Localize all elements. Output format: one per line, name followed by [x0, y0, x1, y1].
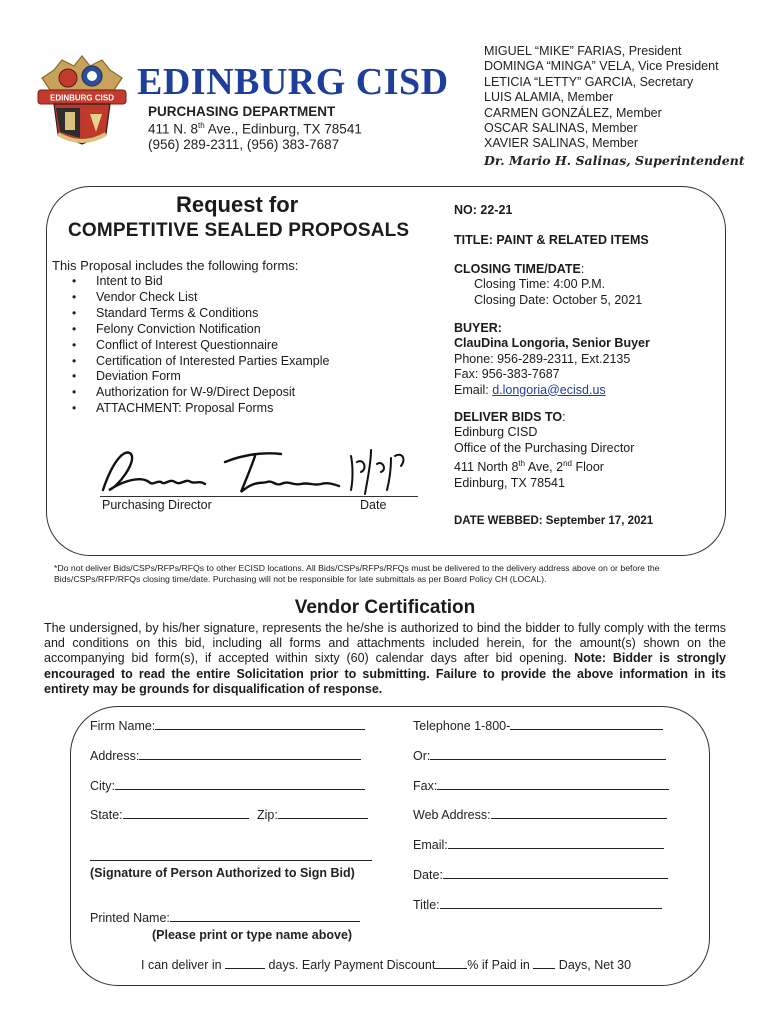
- board-member: LETICIA “LETTY” GARCIA, Secretary: [484, 74, 694, 89]
- telephone-field[interactable]: [413, 719, 663, 733]
- address-sup: th: [198, 121, 205, 130]
- date-webbed: DATE WEBBED: September 17, 2021: [454, 515, 654, 527]
- fax-label: Fax:: [413, 779, 438, 793]
- date-label: Date: [360, 498, 387, 512]
- delivery-notice: *Do not deliver Bids/CSPs/RFPs/RFQs to other ECISD locations. All Bids/CSPs/RFPs/RFQs must be delivered to the delivery address above on or before the Bids/CSPs/RFP/RFQs closing time/date. Purchasing will not be responsible for late submittals as per Board Policy CH (LOCAL).: [54, 563, 660, 585]
- deliver-city: Edinburg, TX 78541: [454, 475, 565, 490]
- delivery-terms: [141, 958, 631, 972]
- or-field[interactable]: [413, 749, 666, 763]
- form-item: • Conflict of Interest Questionnaire: [72, 338, 329, 354]
- board-member: LUIS ALAMIA, Member: [484, 90, 614, 105]
- firm-name-field[interactable]: [90, 719, 365, 733]
- address-part: Ave., Edinburg, TX 78541: [204, 121, 362, 137]
- signer-title: Purchasing Director: [102, 498, 212, 512]
- web-address-label: Web Address:: [413, 808, 491, 822]
- fax-field[interactable]: [413, 779, 669, 793]
- paid-days-blank[interactable]: [533, 958, 555, 969]
- department-phones: (956) 289-2311, (956) 383-7687: [148, 137, 340, 152]
- deliver-block: DELIVER BIDS TO: Edinburg CISD Office of the Purchasing Director 411 North 8th Ave, 2nd Floor Edinburg, TX 78541: [454, 410, 635, 490]
- department-name: PURCHASING DEPARTMENT: [148, 104, 336, 119]
- bid-number-label: NO:: [454, 203, 477, 217]
- web-address-field[interactable]: [413, 808, 667, 822]
- request-title: Request for: [176, 192, 299, 217]
- printed-name-label: Printed Name:: [90, 911, 170, 925]
- form-item: • Felony Conviction Notification: [72, 322, 329, 338]
- delivery-terms-text: days. Early Payment Discount: [265, 958, 436, 972]
- form-item: • Deviation Form: [72, 369, 329, 385]
- form-item: • ATTACHMENT: Proposal Forms: [72, 401, 329, 417]
- bid-number: [454, 203, 512, 218]
- deliver-address: [454, 456, 634, 476]
- board-member: XAVIER SALINAS, Member: [484, 136, 638, 151]
- city-label: City:: [90, 779, 115, 793]
- closing-block: CLOSING TIME/DATE: Closing Time: 4:00 P.M. Closing Date: October 5, 2021: [454, 262, 643, 307]
- vendor-certification-title: Vendor Certification: [294, 597, 476, 618]
- form-item: • Certification of Interested Parties Example: [72, 354, 329, 370]
- deliver-addr-part: 411 North 8: [454, 460, 519, 475]
- city-field[interactable]: [90, 779, 365, 793]
- board-member: MIGUEL “MIKE” FARIAS, President: [484, 44, 682, 58]
- deliver-line: Office of the Purchasing Director: [454, 440, 635, 455]
- board-member: DOMINGA “MINGA” VELA, Vice President: [484, 59, 719, 74]
- director-signature: [95, 440, 425, 500]
- deliver-addr-part: Floor: [571, 460, 604, 475]
- deliver-addr-part: Ave, 2: [525, 460, 564, 475]
- closing-date: Closing Date: October 5, 2021: [474, 292, 643, 307]
- bid-title: [454, 233, 649, 248]
- zip-label: Zip:: [257, 808, 278, 822]
- board-member: OSCAR SALINAS, Member: [484, 121, 638, 136]
- buyer-block: [454, 321, 650, 398]
- discount-blank[interactable]: [435, 958, 467, 969]
- brand-name: EDINBURG CISD: [137, 61, 449, 103]
- edinburg-cisd-logo: [32, 50, 132, 148]
- superintendent: Dr. Mario H. Salinas, Superintendent: [484, 153, 745, 168]
- signature-line: [100, 496, 418, 497]
- certification-text: The undersigned, by his/her signature, represents the he/she is authorized to bind the bidder to fully comply with the terms and conditions on this bid, including all forms and attachments included herein, for the amount(s) shown on the accompanying bid form(s), if accepted within sixty (60) calendar days after bid opening.: [44, 621, 726, 666]
- buyer-email-label: Email:: [454, 382, 493, 397]
- state-field[interactable]: [90, 808, 249, 822]
- logo-text: EDINBURG CISD: [49, 93, 115, 103]
- bid-title-label: TITLE:: [454, 233, 493, 247]
- closing-heading: CLOSING TIME/DATE: [454, 262, 581, 276]
- bid-number-value: 22-21: [480, 203, 513, 217]
- title-field-label: Title:: [413, 898, 440, 912]
- delivery-terms-text: Days, Net 30: [555, 958, 632, 972]
- zip-field[interactable]: [257, 808, 368, 822]
- deliver-heading: DELIVER BIDS TO: [454, 410, 563, 424]
- date-field-label: Date:: [413, 868, 443, 882]
- department-address: [148, 121, 362, 137]
- deliver-addr-sup: th: [518, 459, 526, 469]
- address-field[interactable]: [90, 749, 361, 763]
- email-field[interactable]: [413, 838, 664, 852]
- state-label: State:: [90, 808, 123, 822]
- buyer-phone: Phone: 956-289-2311, Ext.2135: [454, 351, 631, 366]
- forms-intro: This Proposal includes the following forms:: [52, 258, 299, 273]
- board-member: CARMEN GONZÁLEZ, Member: [484, 105, 662, 120]
- form-item: • Intent to Bid: [72, 274, 329, 290]
- address-label: Address:: [90, 749, 140, 763]
- delivery-terms-text: % if Paid in: [467, 958, 534, 972]
- buyer-heading: BUYER:: [454, 321, 502, 335]
- telephone-label: Telephone 1-800-: [413, 719, 511, 733]
- title-field[interactable]: [413, 898, 662, 912]
- deliver-addr-sup: nd: [563, 459, 572, 469]
- buyer-fax: Fax: 956-383-7687: [454, 367, 560, 382]
- firm-name-label: Firm Name:: [90, 719, 156, 733]
- printed-name-caption: (Please print or type name above): [152, 928, 353, 942]
- delivery-terms-text: I can deliver in: [141, 958, 226, 972]
- board-members: [484, 44, 719, 152]
- form-item: • Vendor Check List: [72, 290, 329, 306]
- form-item: • Standard Terms & Conditions: [72, 306, 329, 322]
- email-label: Email:: [413, 838, 448, 852]
- forms-list: [72, 274, 329, 417]
- closing-time: Closing Time: 4:00 P.M.: [474, 277, 606, 292]
- printed-name-field[interactable]: [90, 911, 360, 925]
- or-label: Or:: [413, 749, 431, 763]
- buyer-name: ClauDina Longoria, Senior Buyer: [454, 336, 650, 351]
- bid-title-value: PAINT & RELATED ITEMS: [496, 233, 649, 247]
- address-part: 411 N. 8: [148, 121, 199, 137]
- signature-caption: (Signature of Person Authorized to Sign Bid): [90, 866, 355, 880]
- vendor-certification-body: [44, 621, 726, 697]
- request-subtitle: COMPETITIVE SEALED PROPOSALS: [68, 220, 410, 241]
- authorized-signature-line[interactable]: [90, 860, 372, 861]
- form-item: • Authorization for W-9/Direct Deposit: [72, 385, 329, 401]
- buyer-email-link[interactable]: d.longoria@ecisd.us: [492, 382, 606, 397]
- deliver-line: Edinburg CISD: [454, 425, 538, 440]
- delivery-days-blank[interactable]: [225, 958, 265, 969]
- date-field[interactable]: [413, 868, 668, 882]
- certification-note: Note: Bidder is strongly encouraged to read the entire Solicitation prior to submitting. Failure to provide the above information in its entirety may be grounds for disqualification of response.: [44, 651, 726, 696]
